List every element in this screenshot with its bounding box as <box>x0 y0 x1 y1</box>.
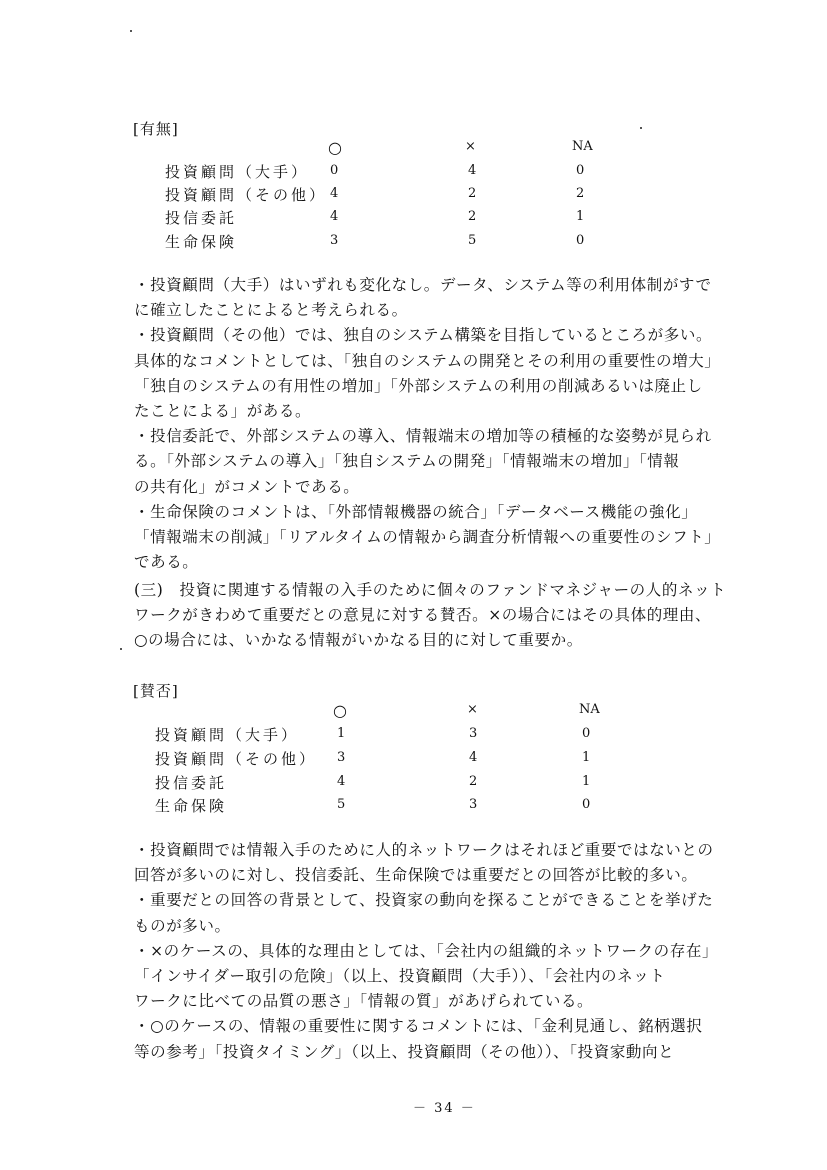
table2-cell: 0 <box>582 797 591 812</box>
table1-cell: 0 <box>576 233 585 248</box>
table1-cell: 4 <box>468 163 477 178</box>
text-line: に確立したことによると考えられる。 <box>134 301 408 320</box>
text-line: ・投資顧問（その他）では、独自のシステム構築を目指しているところが多い。 <box>134 326 713 345</box>
table1-cell: 4 <box>330 186 339 201</box>
table2-cell: 2 <box>469 774 478 789</box>
table2-cell: 3 <box>337 750 346 765</box>
table2-cell: 1 <box>582 750 591 765</box>
question-paragraph <box>134 578 726 654</box>
table1-cell: 5 <box>468 233 477 248</box>
table1-cell: 2 <box>576 186 585 201</box>
table2-cell: 0 <box>582 726 591 741</box>
text-line: である。 <box>134 553 199 572</box>
table1-cell: 2 <box>468 186 477 201</box>
table2-row-label: 投資顧問（大手） <box>155 726 300 744</box>
text-line: ・生命保険のコメントは、「外部情報機器の統合」「データベース機能の強化」 <box>134 502 698 521</box>
table1-row-label: 投信委託 <box>165 209 238 227</box>
table2-header-na: NA <box>579 702 600 717</box>
text-line: ・×のケースの、具体的な理由としては、「会社内の組織的ネットワークの存在」 <box>134 941 719 960</box>
text-line: ・重要だとの回答の背景として、投資家の動向を探ることができることを挙げた <box>134 891 714 910</box>
text-line: ものが多い。 <box>134 916 231 935</box>
text-line: ・投信委託で、外部システムの導入、情報端末の増加等の積極的な姿勢が見られ <box>134 427 712 446</box>
text-line: 回答が多いのに対し、投信委託、生命保険では重要だとの回答が比較的多い。 <box>134 866 698 885</box>
text-line: ・投資顧問では情報入手のために人的ネットワークはそれほど重要ではないとの <box>134 841 714 859</box>
table2-row-label: 生命保険 <box>155 797 228 815</box>
text-line: ・○のケースの、情報の重要性に関するコメントには、「金利見通し、銘柄選択 <box>134 1017 703 1036</box>
table2-row-label: 投信委託 <box>155 774 228 792</box>
text-line: 等の参考」「投資タイミング」（以上、投資顧問（その他））、「投資家動向と <box>134 1042 675 1061</box>
text-line: 「インサイダー取引の危険」（以上、投資顧問（大手））、「会社内のネット <box>134 967 666 986</box>
table1-header-no: × <box>465 139 476 154</box>
table1-header-na: NA <box>572 139 593 154</box>
text-line: る。「外部システムの導入」「独自システムの開発」「情報端末の増加」「情報 <box>134 452 680 471</box>
table1-cell: 1 <box>576 209 585 224</box>
text-line: 「情報端末の削減」「リアルタイムの情報から調査分析情報への重要性のシフト」 <box>134 528 721 547</box>
body-paragraph-3 <box>134 838 718 1065</box>
text-line: 具体的なコメントとしては、「独自のシステムの開発とその利用の重要性の増大」 <box>134 351 721 370</box>
table1-cell: 2 <box>468 209 477 224</box>
table2-header-no: × <box>467 702 478 717</box>
table1-cell: 0 <box>330 163 339 178</box>
table2-header-yes: ○ <box>333 701 347 720</box>
table2-cell: 1 <box>337 726 346 741</box>
text-line: 「独自のシステムの有用性の増加」「外部システムの利用の削減あるいは廃止し <box>134 376 703 395</box>
scan-speck <box>120 648 122 650</box>
table1-row-label: 投資顧問（大手） <box>165 163 310 181</box>
table1-cell: 4 <box>330 209 339 224</box>
table2-cell: 3 <box>469 797 478 812</box>
table2-cell: 4 <box>469 750 478 765</box>
table2-row-label: 投資顧問（その他） <box>155 750 318 768</box>
text-line: (三) 投資に関連する情報の入手のために個々のファンドマネジャーの人的ネット <box>134 581 727 599</box>
text-line: ・投資顧問（大手）はいずれも変化なし。データ、システム等の利用体制がすで <box>134 276 712 294</box>
table1-cell: 0 <box>576 163 585 178</box>
text-line: ワークに比べての品質の悪さ」「情報の質」があげられている。 <box>134 992 594 1011</box>
table1-label: [有無] <box>133 120 179 138</box>
scan-speck <box>130 30 132 32</box>
table2-cell: 5 <box>337 797 346 812</box>
table1-row-label: 生命保険 <box>165 233 238 251</box>
table2-label: [賛否] <box>133 682 179 700</box>
text-line: たことによる」がある。 <box>134 402 312 421</box>
table1-cell: 3 <box>330 233 339 248</box>
scan-speck <box>640 127 642 129</box>
table2-cell: 3 <box>469 726 478 741</box>
text-line: の共有化」がコメントである。 <box>134 477 360 496</box>
table1-row-label: 投資顧問（その他） <box>165 186 328 204</box>
table1-header-yes: ○ <box>328 138 342 157</box>
table2-cell: 4 <box>337 774 346 789</box>
table2-cell: 1 <box>582 774 591 789</box>
page-number: － 34 － <box>413 1101 476 1116</box>
body-paragraph-1 <box>134 273 720 575</box>
text-line: ○の場合には、いかなる情報がいかなる目的に対して重要か。 <box>134 631 583 650</box>
text-line: ワークがきわめて重要だとの意見に対する賛否。×の場合にはその具体的理由、 <box>134 606 712 625</box>
